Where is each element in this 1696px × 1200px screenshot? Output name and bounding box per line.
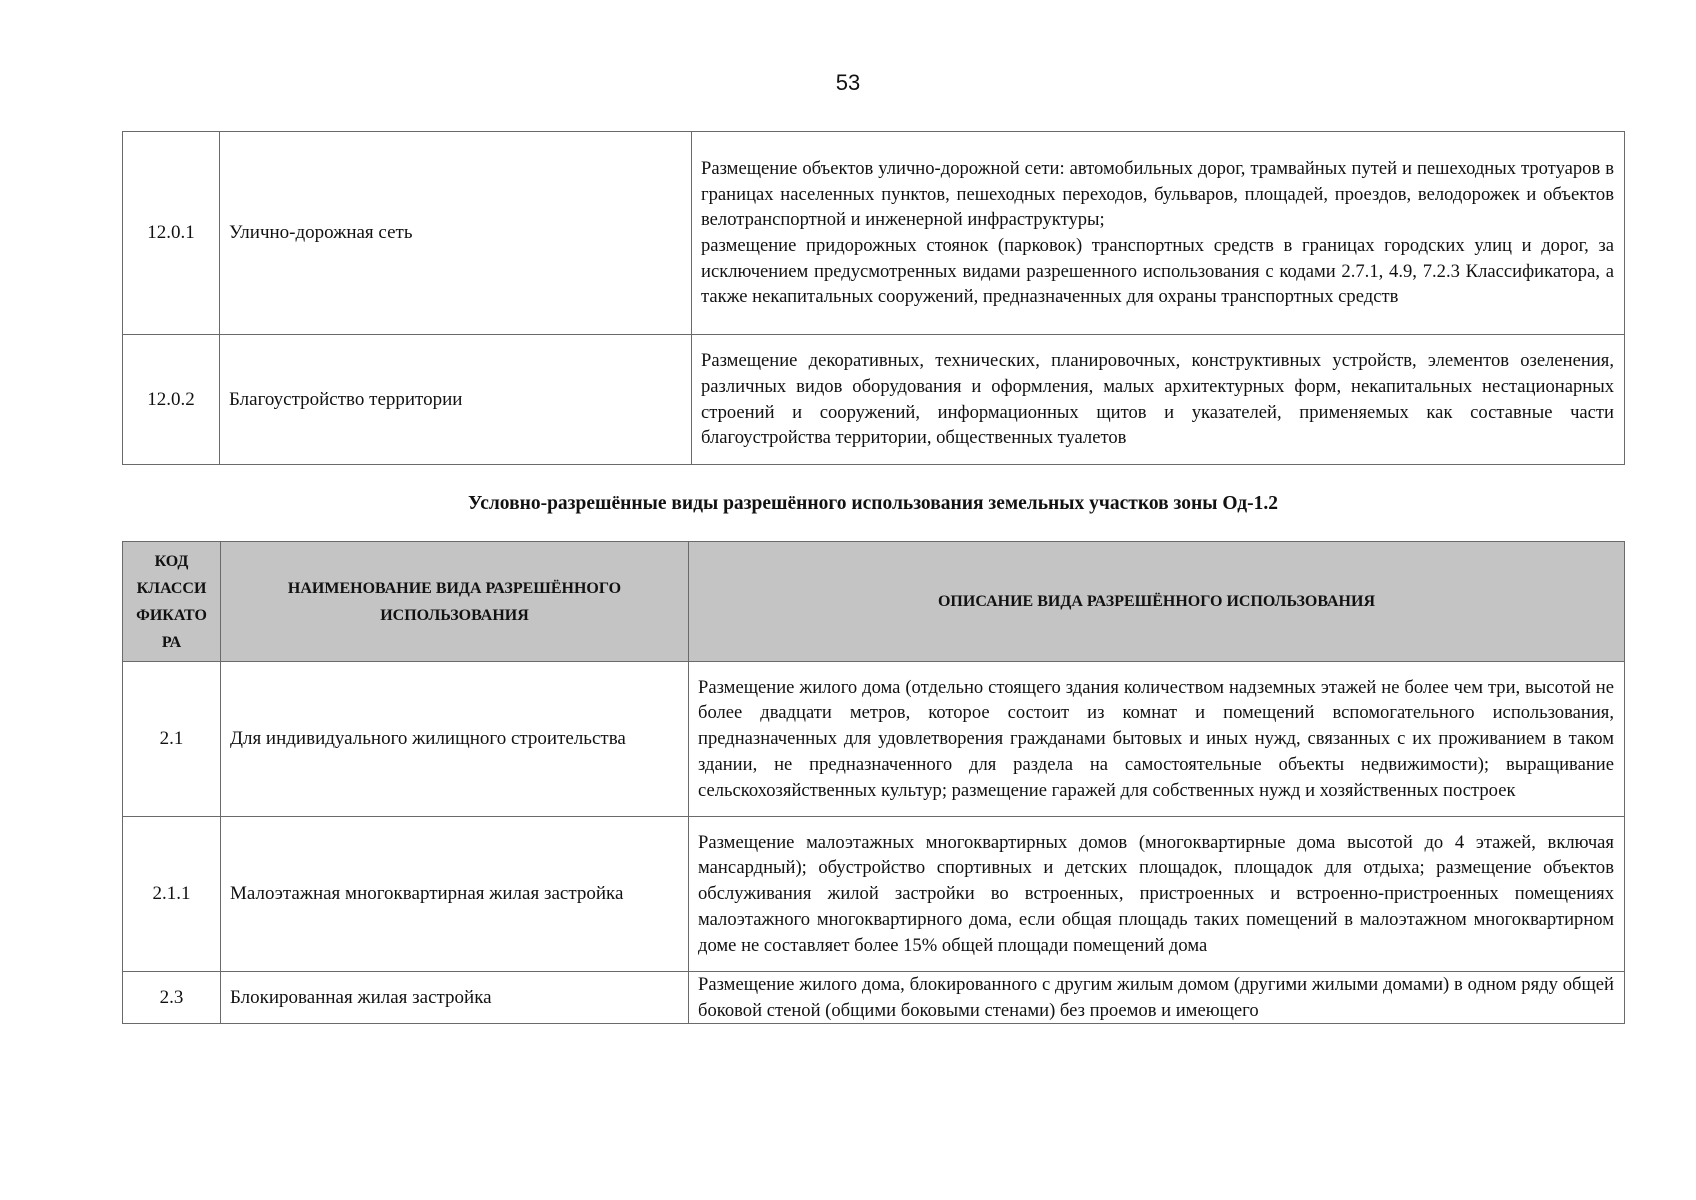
description-paragraph: размещение придорожных стоянок (парковок) транспортных средств в границах городских улиц и дорог, за исключением предусмотренных видами разрешенного использования с кодами 2.7.1, 4.9, 7.2.3 Классификатора, а также некапитальных сооружений, предназначенных для охраны транспортных средств	[701, 235, 1614, 308]
classifier-code: 12.0.1	[123, 132, 220, 335]
description-paragraph: Размещение объектов улично-дорожной сети: автомобильных дорог, трамвайных путей и пешеходных тротуаров в границах населенных пунктов, пешеходных переходов, бульваров, площадей, проездов, велодорожек и объектов велотранспортной и инженерной инфраструктуры;	[701, 157, 1614, 231]
conditional-use-table	[122, 541, 1625, 1024]
use-type-name: Блокированная жилая застройка	[221, 972, 689, 1024]
classifier-code: 2.1.1	[123, 817, 221, 972]
use-type-name: Малоэтажная многоквартирная жилая застройка	[221, 817, 689, 972]
use-type-name: Улично-дорожная сеть	[220, 132, 692, 335]
section-title: Условно-разрешённые виды разрешённого использования земельных участков зоны Од-1.2	[468, 493, 1278, 514]
use-type-description: Размещение жилого дома, блокированного с другим жилым домом (другими жилыми домами) в одном ряду общей боковой стеной (общими боковыми стенами) без проемов и имеющего	[689, 972, 1625, 1024]
table-header-row	[123, 542, 1625, 662]
use-type-description	[692, 132, 1625, 335]
classifier-code: 2.3	[123, 972, 221, 1024]
use-type-name: Для индивидуального жилищного строительства	[221, 662, 689, 817]
table-row	[123, 662, 1625, 817]
use-type-description: Размещение декоративных, технических, планировочных, конструктивных устройств, элементов озеленения, различных видов оборудования и оформления, малых архитектурных форм, некапитальных нестационарных строений и сооружений, информационных щитов и указателей, применяемых как составные части благоустройства территории, общественных туалетов	[692, 335, 1625, 465]
table-row	[123, 335, 1625, 465]
use-type-description: Размещение малоэтажных многоквартирных домов (многоквартирные дома высотой до 4 этажей, включая мансардный); обустройство спортивных и детских площадок, площадок для отдыха; размещение объектов обслуживания жилой застройки во встроенных, пристроенных и встроенно-пристроенных помещениях малоэтажного многоквартирного дома, если общая площадь таких помещений в малоэтажном многоквартирном доме не составляет более 15% общей площади помещений дома	[689, 817, 1625, 972]
table-row	[123, 817, 1625, 972]
use-type-description: Размещение жилого дома (отдельно стоящего здания количеством надземных этажей не более чем три, высотой не более двадцати метров, которое состоит из комнат и помещений вспомогательного использования, предназначенных для удовлетворения гражданами бытовых и иных нужд, связанных с их проживанием в таком здании, не предназначенного для раздела на самостоятельные объекты недвижимости); выращивание сельскохозяйственных культур; размещение гаражей для собственных нужд и хозяйственных построек	[689, 662, 1625, 817]
page-number: 53	[835, 70, 861, 95]
table-row	[123, 972, 1625, 1024]
classifier-code: 12.0.2	[123, 335, 220, 465]
use-type-name: Благоустройство территории	[220, 335, 692, 465]
header-description: ОПИСАНИЕ ВИДА РАЗРЕШЁННОГО ИСПОЛЬЗОВАНИЯ	[689, 542, 1625, 662]
land-use-table-main	[122, 131, 1625, 465]
header-code: КОД КЛАССИ ФИКАТО РА	[123, 542, 221, 662]
classifier-code: 2.1	[123, 662, 221, 817]
table-row	[123, 132, 1625, 335]
header-name: НАИМЕНОВАНИЕ ВИДА РАЗРЕШЁННОГО ИСПОЛЬЗОВАНИЯ	[221, 542, 689, 662]
